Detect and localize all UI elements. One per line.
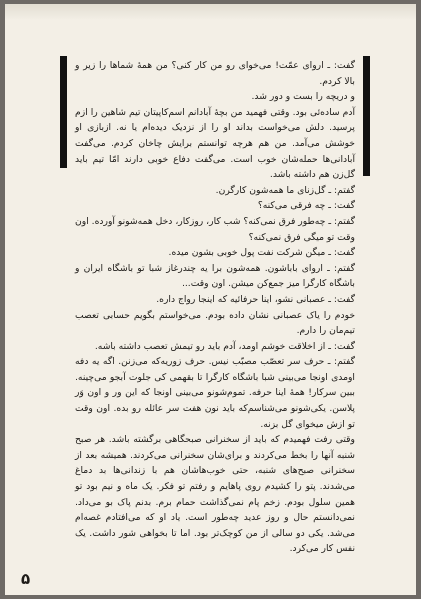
- paragraph: گفتم: ـ حرف سر تعصّب مصبّب نیس. حرف زوریه‌که می‌زنن. اگه یه دفه اومدی اونجا می‌بینی شبا باشگاه کارگرا تا بقهمی کی جلوت آبجو می‌چینه. ببین سرکار! همهٔ اینا حرفه. تموم‌شونو می‌بینی اونجا که این ور و اون وَر پلاسن. یکی‌شونو می‌شناسم‌که باید نون هفت سر عائله رو بده. اون وقت تو ازش میخوای گل بزنه.: [75, 356, 355, 430]
- page-top-edge: [5, 4, 416, 20]
- paragraph: خودم را یاک عصبانی نشان داده بودم. می‌خواستم بگویم حسابی تعصب تیم‌مان را دارم.: [75, 309, 355, 337]
- paragraph: گفتم: ـ چه‌طور فرق نمی‌کنه؟ شب کار، روزکار، دخل همه‌شونو آورده. اون وقت تو میگی فرق نمی‌کنه؟: [75, 215, 355, 243]
- paragraph: آدم ساده‌ئی بود. وقتی فهمید من بچهٔ آبادانم اسم‌کاپیتان تیم شاهین را ازم پرسید. دلش می‌خواست بداند او را از نزدیک دیده‌ام یا نه. ازبازی او خوشش می‌آمد. من هم هرچه توانستم برایش چاخان کردم. می‌گفت آبادانی‌ها حمله‌شان خوب است. می‌گفت دفاع خوبی دارند امّا تیم باید گل‌زن هم داشته باشد.: [75, 106, 355, 181]
- paragraph: وقتی رفت فهمیدم که باید از سخنرانی صبحگاهی برگشته باشد. هر صبح شنبه آنها را بخط می‌کردند و برای‌شان سخنرانی می‌کردند. همیشه بعد از سخنرانی صبح‌های شنبه، حتی خوب‌هاشان هم با زندانی‌ها بد دماغ می‌شدند. پتو را کشیدم روی پاهایم و رفتم تو فکر. یک ماه و نیم بود تو همین سلول بودم. زخم پام نمی‌گذاشت حمام برم. بدنم پاک بو می‌داد. نمی‌دانستم حال و روز عدید چه‌طور است. یاد او که می‌افتادم غصه‌ام می‌شد. یکی دو سالی از من کوچک‌تر بود. اما تا بخواهی شور داشت. یک نفس کار می‌کرد.: [75, 434, 355, 555]
- paragraph: گفت: ـ عصبانی نشو، اینا حرفائیه که اینجا رواج داره.: [156, 293, 355, 305]
- paragraph: گفتم: ـ اروای باباشون. همه‌شون برا یه چندرغاز شبا تو باشگاه ایران و باشگاه کارگرا میز جمع‌کن میشن. اون وقت...: [75, 262, 355, 290]
- book-page: [5, 4, 416, 595]
- paragraph: گفت: ـ اروای عمّت! می‌خوای رو من کار کنی؟ من همهٔ شماها را زیر و بالا کردم.: [75, 60, 355, 87]
- paragraph: و دریچه را بست و دور شد.: [251, 91, 355, 103]
- margin-bar-left: [60, 56, 67, 168]
- paragraph: گفت: ـ میگن شرکت نفت پول خوبی بشون میده.: [168, 247, 355, 259]
- paragraph: گفتم: ـ گل‌زنای ما همه‌شون کارگرن.: [215, 184, 355, 196]
- paragraph: گفت: ـ از اخلاقت خوشم اومد، آدم باید رو تیمش تعصب داشته باشه.: [94, 340, 355, 352]
- margin-bar-right: [363, 56, 370, 176]
- page-number: ۵: [21, 570, 31, 588]
- paragraph: گفت: ـ چه فرقی می‌کنه؟: [257, 200, 355, 212]
- body-text: [75, 58, 355, 557]
